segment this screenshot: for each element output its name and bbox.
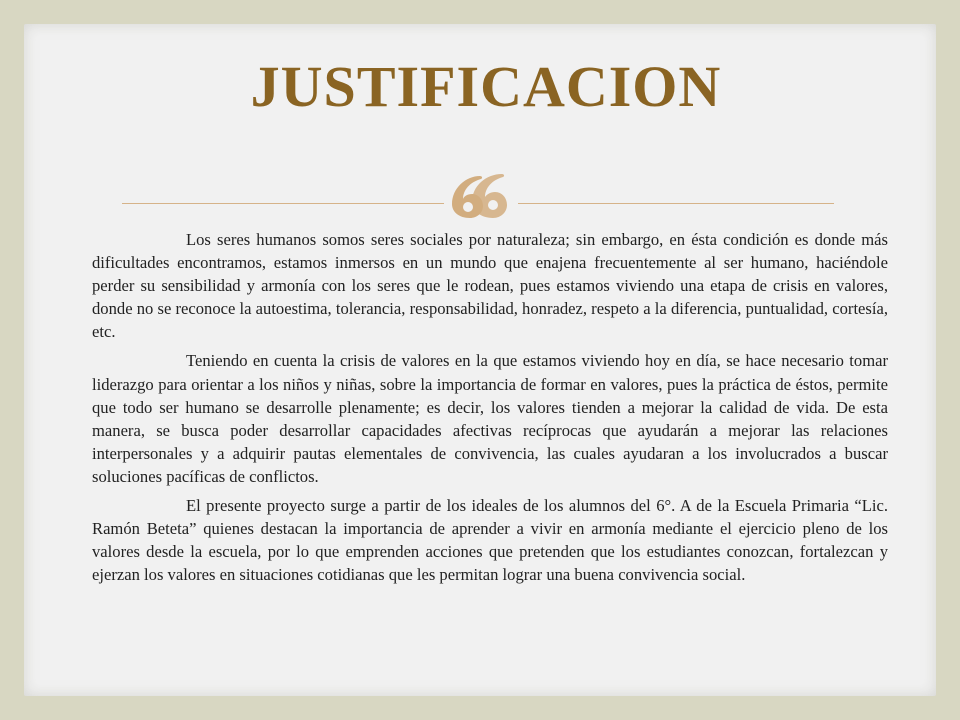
paragraph-2: Teniendo en cuenta la crisis de valores en la que estamos viviendo hoy en día, se hace necesario tomar liderazgo para orientar a los niños y niñas, sobre la importancia de formar en valores, pues la práctica de éstos, permite que todo ser humano se desarrolle plenamente; es decir, los valores tienden a mejorar la calidad de vida. De esta manera, se busca poder desarrollar capacidades afectivas recíprocas que ayudarán a mejorar las relaciones interpersonales y a adquirir pautas elementales de convivencia, las cuales ayudaran a los involucrados a buscar soluciones pacíficas de conflictos. [92, 351, 888, 486]
paragraph-1: Los seres humanos somos seres sociales por naturaleza; sin embargo, en ésta condición es donde más dificultades encontramos, estamos inmersos en un mundo que enajena frecuentemente al ser humano, haciéndole perder su sensibilidad y armonía con los seres que le rodean, pues estamos viviendo una etapa de crisis en valores, donde no se reconoce la autoestima, tolerancia, responsabilidad, honradez, respeto a la diferencia, puntualidad, cortesía, etc. [92, 230, 888, 342]
slide-title: JUSTIFICACION [250, 54, 722, 119]
ornamental-quotation-mark-icon [446, 168, 516, 232]
title-divider-right [518, 203, 834, 204]
justification-body [92, 228, 888, 592]
title-divider-left [122, 203, 444, 204]
paragraph-3: El presente proyecto surge a partir de los ideales de los alumnos del 6°. A de la Escuela Primaria “Lic. Ramón Beteta” quienes destacan la importancia de aprender a vivir en armonía mediante el ejercicio pleno de los valores desde la escuela, por lo que emprenden acciones que pretenden que los estudiantes conozcan, fortalezcan y ejerzan los valores en situaciones cotidianas que les permitan lograr una buena convivencia social. [92, 496, 888, 585]
